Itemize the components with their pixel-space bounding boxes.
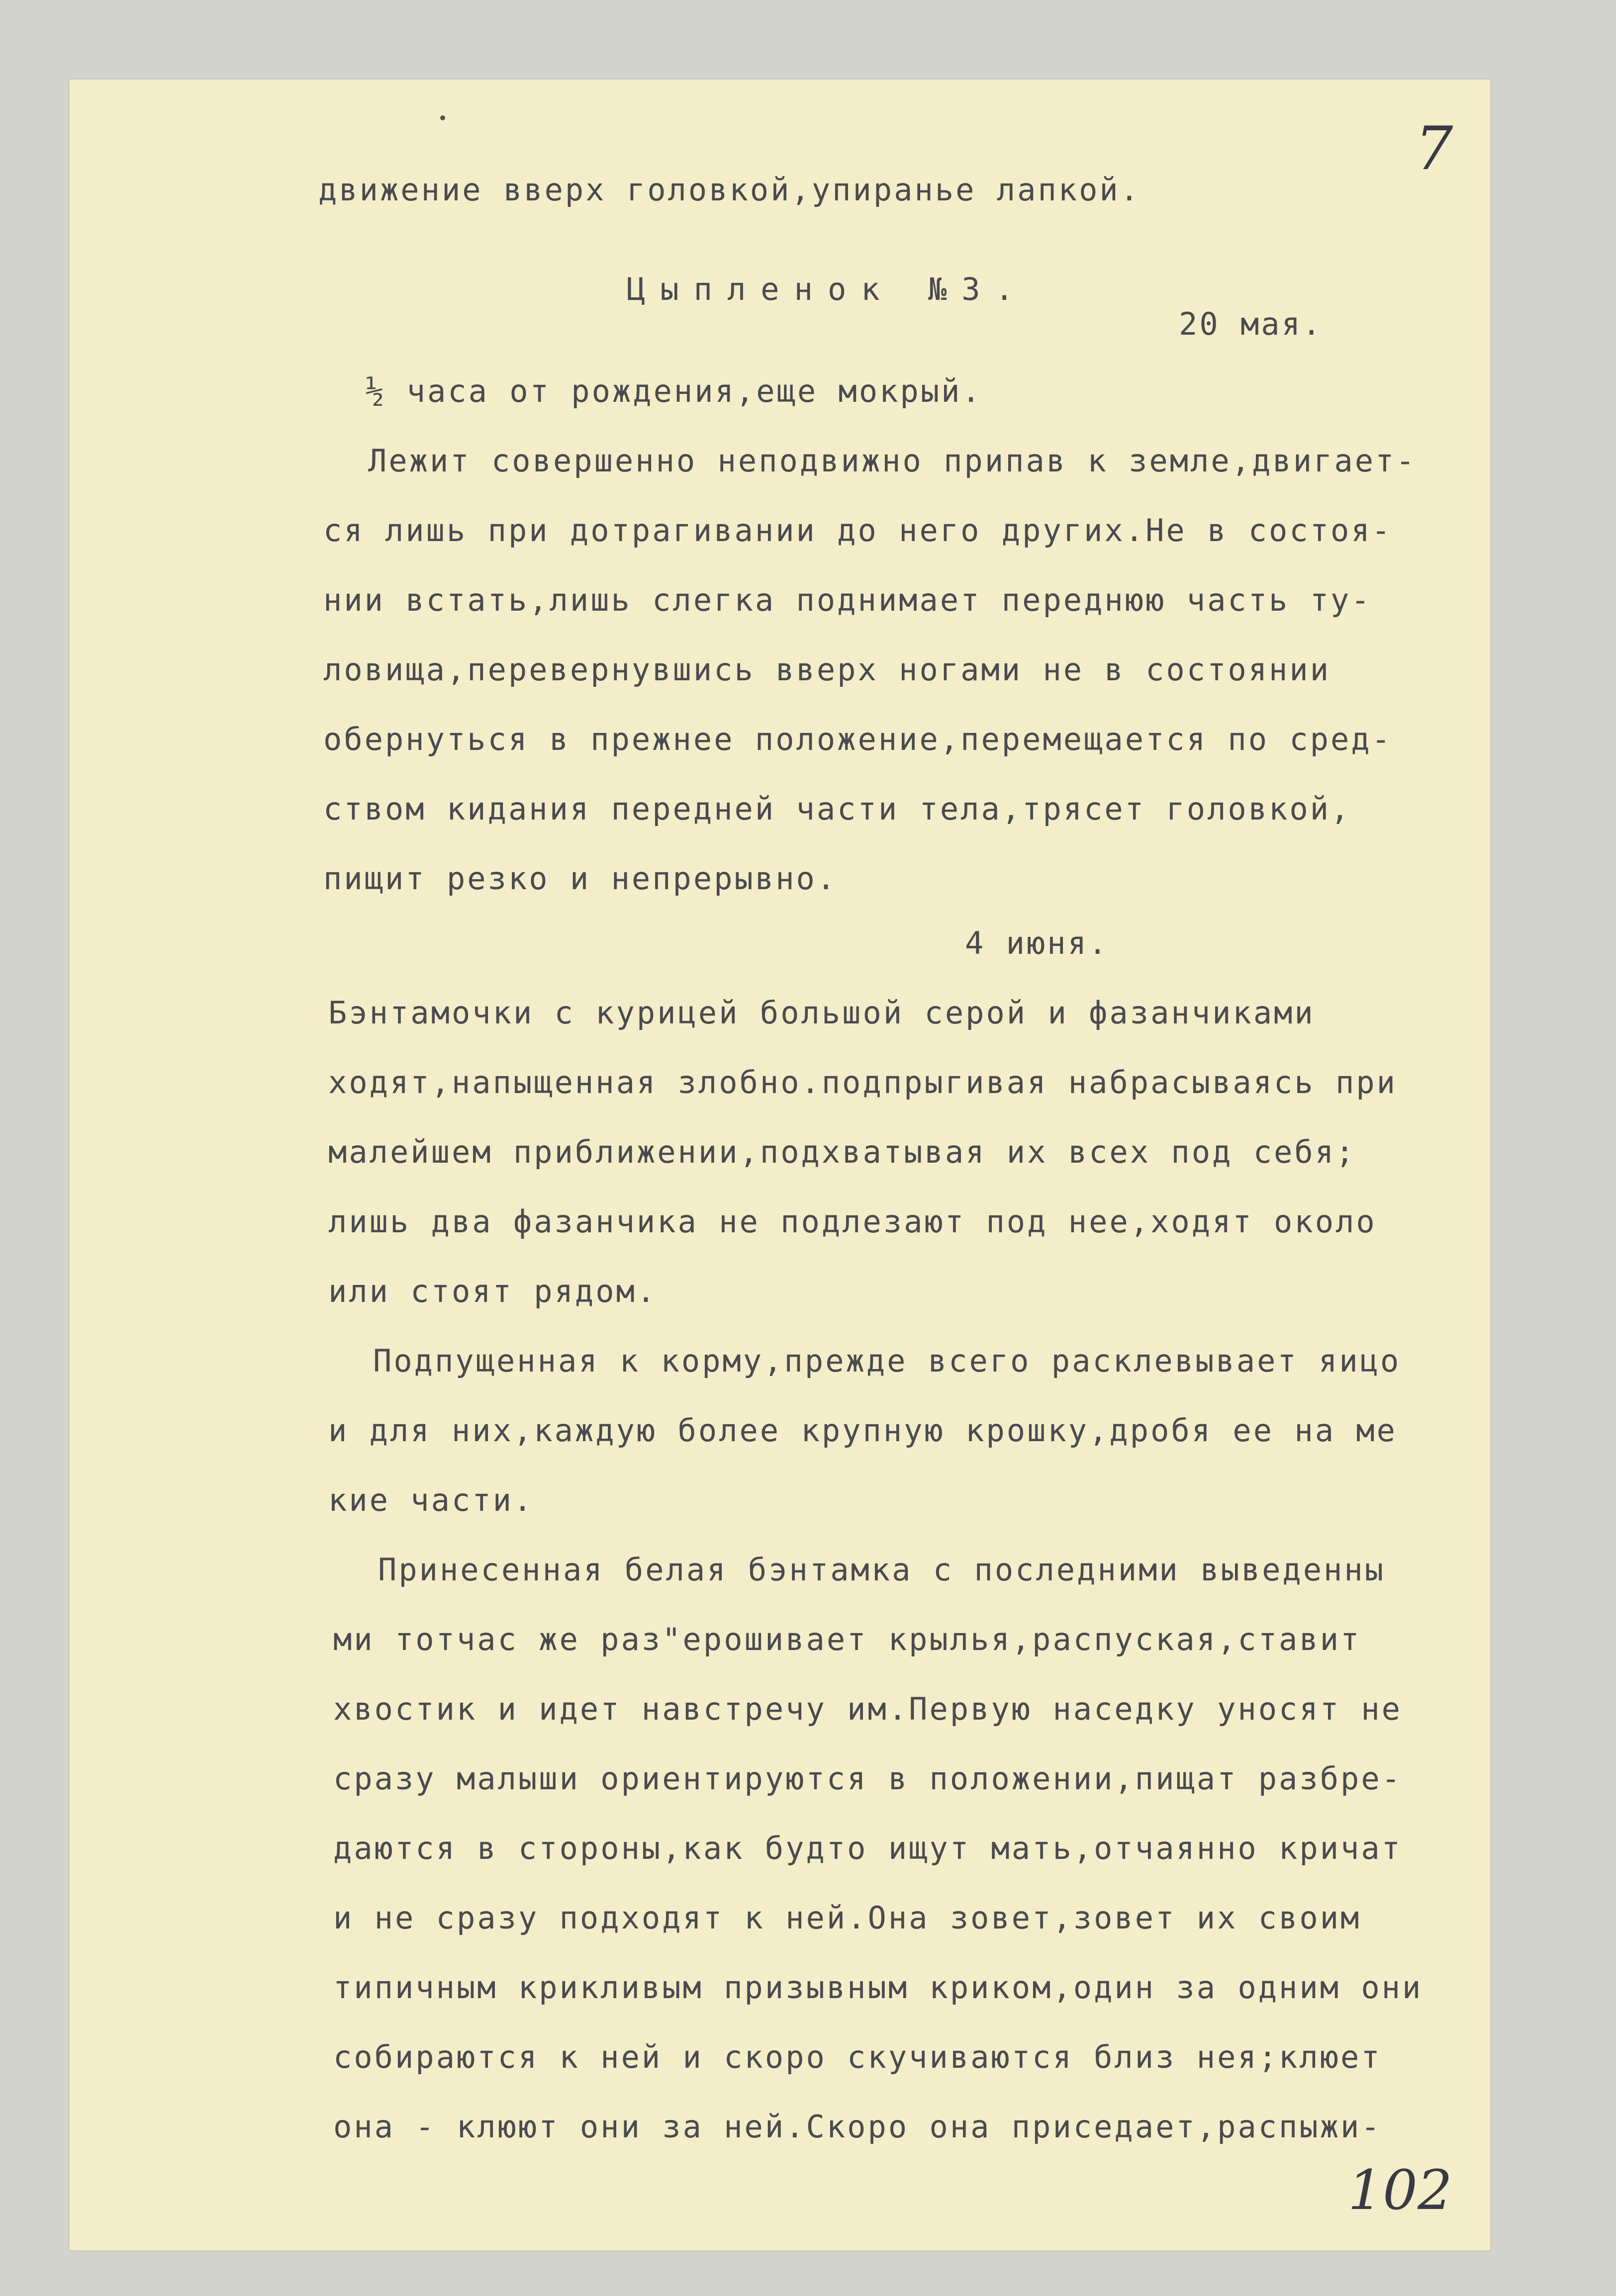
text-line: Лежит совершенно неподвижно припав к земле,двигает- [368, 443, 1417, 479]
text-line: и для них,каждую более крупную крошку,дробя ее на ме [328, 1412, 1398, 1449]
text-line: ½ часа от рождения,еще мокрый. [366, 373, 982, 409]
text-line: ходят,напыщенная злобно.подпрыгивая набрасываясь при [328, 1064, 1398, 1101]
text-line: или стоят рядом. [328, 1273, 658, 1309]
page-number-top: 7 [1415, 114, 1453, 184]
text-line: Подпущенная к корму,прежде всего расклевывает яицо [373, 1343, 1401, 1379]
text-line: ся лишь при дотрагивании до него других.Не в состоя- [323, 512, 1393, 549]
text-line: кие части. [328, 1482, 534, 1518]
text-line: Бэнтамочки с курицей большой серой и фазанчиками [328, 995, 1315, 1031]
section-title: Цыпленок №3. [627, 271, 1029, 307]
archive-number: 102 [1348, 2158, 1452, 2222]
text-line: хвостик и идет навстречу им.Первую наседку уносят не [333, 1691, 1403, 1727]
text-line: ством кидания передней части тела,трясет головкой, [323, 791, 1351, 827]
text-line: ми тотчас же раз"ерошивает крылья,распуская,ставит [333, 1621, 1361, 1657]
text-line: ловища,перевернувшись вверх ногами не в состоянии [323, 651, 1331, 688]
text-line: она - клюют они за ней.Скоро она приседает,распыжи- [333, 2109, 1382, 2145]
text-line: даются в стороны,как будто ищут мать,отчаянно кричат [333, 1830, 1403, 1866]
text-line: лишь два фазанчика не подлезают под нее,ходят около [328, 1203, 1377, 1240]
date-line: 20 мая. [1179, 306, 1323, 342]
text-line: и не сразу подходят к ней.Она зовет,зовет их своим [333, 1900, 1361, 1936]
typed-page [70, 80, 1491, 2250]
text-line: сразу малыши ориентируются в положении,пищат разбре- [333, 1760, 1403, 1797]
text-line: обернуться в прежнее положение,перемещается по сред- [323, 721, 1393, 757]
ink-dot [440, 115, 445, 120]
text-line: собираются к ней и скоро скучиваются близ нея;клюет [333, 2039, 1382, 2075]
text-line: движение вверх головкой,упиранье лапкой. [318, 172, 1141, 208]
text-line: нии встать,лишь слегка поднимает переднюю часть ту- [323, 582, 1372, 618]
text-line: пищит резко и непрерывно. [323, 860, 838, 897]
text-line: малейшем приближении,подхватывая их всех под себя; [328, 1134, 1356, 1170]
text-line: типичным крикливым призывным криком,один за одним они [333, 1969, 1423, 2006]
date-line: 4 июня. [965, 925, 1109, 961]
text-line: Принесенная белая бэнтамка с последними выведенны [378, 1552, 1386, 1588]
